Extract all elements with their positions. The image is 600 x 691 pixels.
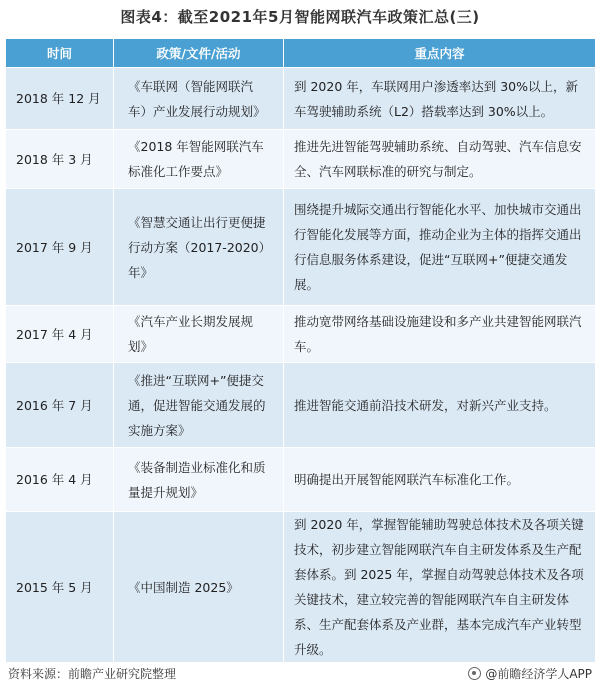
brand-credit (468, 665, 592, 682)
cell-policy: 《2018 年智能网联汽车标准化工作要点》 (114, 130, 284, 189)
table-row (6, 512, 596, 663)
app-logo-icon (468, 667, 481, 680)
cell-policy: 《汽车产业长期发展规划》 (114, 306, 284, 363)
table-row (6, 448, 596, 512)
cell-policy: 《装备制造业标准化和质量提升规划》 (114, 448, 284, 512)
policy-table (5, 38, 596, 663)
cell-policy: 《智慧交通让出行更便捷行动方案（2017-2020）年》 (114, 189, 284, 306)
cell-key-content: 明确提出开展智能网联汽车标准化工作。 (284, 448, 596, 512)
table-row (6, 189, 596, 306)
cell-key-content: 围绕提升城际交通出行智能化水平、加快城市交通出行智能化发展等方面，推动企业为主体的指挥交通出行信息服务体系建设，促进“互联网+”便捷交通发展。 (284, 189, 596, 306)
header-policy: 政策/文件/活动 (114, 39, 284, 68)
cell-policy: 《推进“互联网+”便捷交通，促进智能交通发展的实施方案》 (114, 363, 284, 448)
table-row (6, 130, 596, 189)
cell-key-content: 推进智能交通前沿技术研发，对新兴产业支持。 (284, 363, 596, 448)
cell-time: 2018 年 3 月 (6, 130, 114, 189)
cell-key-content: 推动宽带网络基础设施建设和多产业共建智能网联汽车。 (284, 306, 596, 363)
table-row (6, 306, 596, 363)
brand-label: @前瞻经济学人APP (485, 667, 592, 681)
table-row (6, 68, 596, 130)
cell-key-content: 到 2020 年，车联网用户渗透率达到 30%以上，新车驾驶辅助系统（L2）搭载率达到 30%以上。 (284, 68, 596, 130)
header-time: 时间 (6, 39, 114, 68)
cell-time: 2017 年 4 月 (6, 306, 114, 363)
cell-key-content: 到 2020 年，掌握智能辅助驾驶总体技术及各项关键技术，初步建立智能网联汽车自主研发体系及生产配套体系。到 2025 年，掌握自动驾驶总体技术及各项关键技术，建立较完善的智能网联汽车自主研发体系、生产配套体系及产业群，基本完成汽车产业转型升级。 (284, 512, 596, 663)
header-key-content: 重点内容 (284, 39, 596, 68)
cell-time: 2015 年 5 月 (6, 512, 114, 663)
cell-policy: 《中国制造 2025》 (114, 512, 284, 663)
table-header-row (6, 39, 596, 68)
cell-time: 2018 年 12 月 (6, 68, 114, 130)
cell-policy: 《车联网（智能网联汽车）产业发展行动规划》 (114, 68, 284, 130)
table-row (6, 363, 596, 448)
chart-title: 图表4：截至2021年5月智能网联汽车政策汇总(三) (120, 8, 480, 26)
cell-time: 2017 年 9 月 (6, 189, 114, 306)
source-note: 资料来源：前瞻产业研究院整理 (8, 667, 177, 681)
cell-key-content: 推进先进智能驾驶辅助系统、自动驾驶、汽车信息安全、汽车网联标准的研究与制定。 (284, 130, 596, 189)
cell-time: 2016 年 4 月 (6, 448, 114, 512)
cell-time: 2016 年 7 月 (6, 363, 114, 448)
